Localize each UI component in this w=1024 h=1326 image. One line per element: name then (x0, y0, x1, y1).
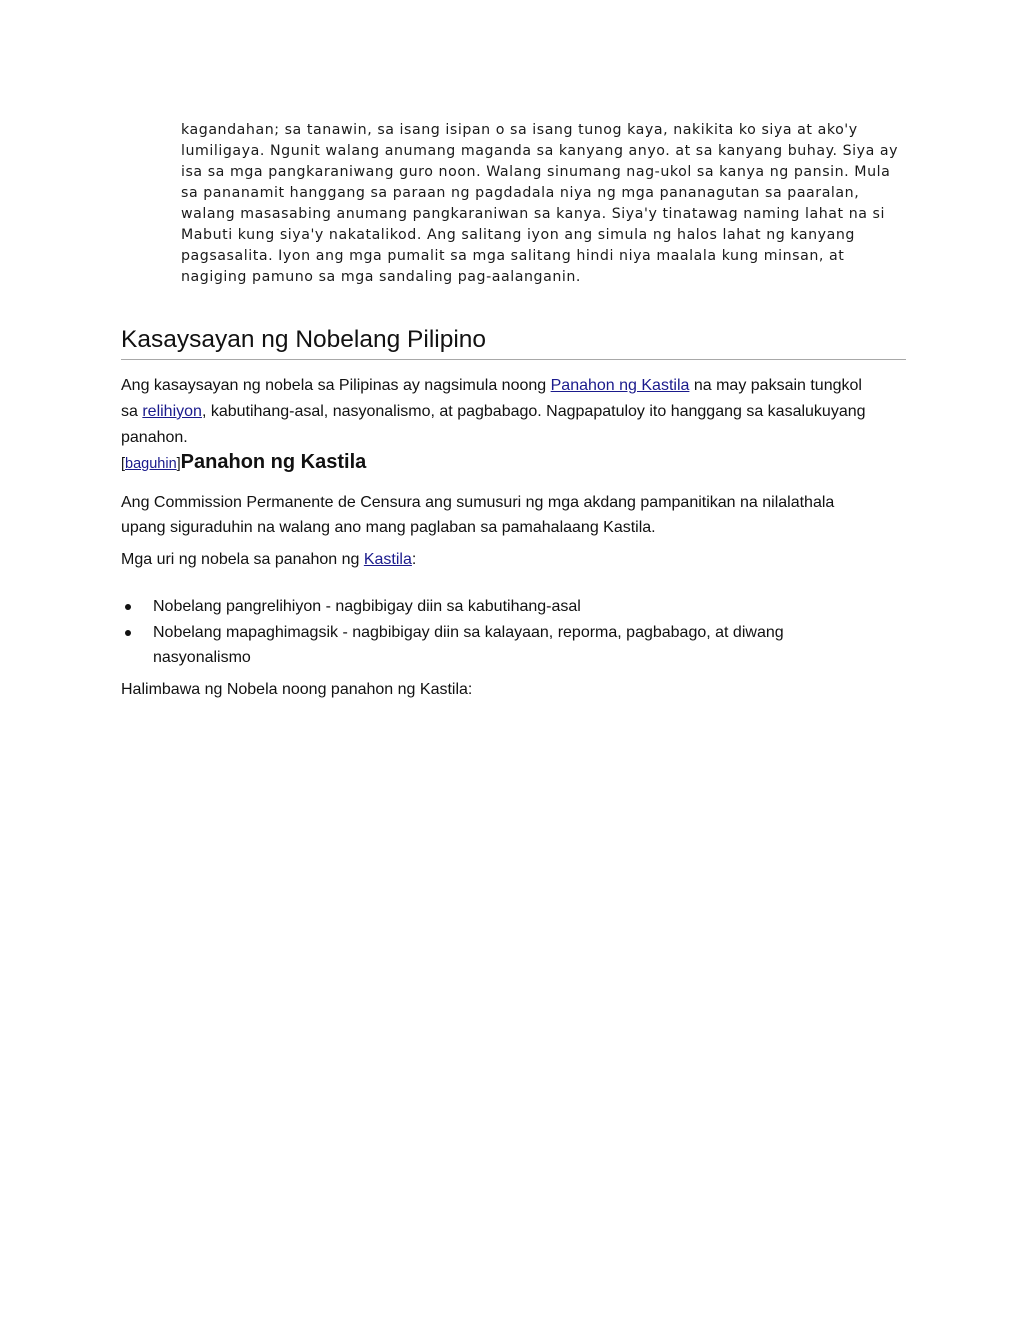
bullet-icon (125, 630, 131, 636)
subsection-heading (121, 451, 366, 474)
edit-bracket-open: [ (121, 456, 126, 472)
subsection-title: Panahon ng Kastila (180, 451, 367, 473)
list-item-text: Nobelang mapaghimagsik - nagbibigay diin sa kalayaan, reporma, pagbabago, at diwang (153, 624, 784, 641)
novel-types-text: Mga uri ng nobela sa panahon ng (121, 551, 364, 568)
intro-text: Ang kasaysayan ng nobela sa Pilipinas ay nagsimula noong (121, 377, 551, 394)
examples-heading: Halimbawa ng Nobela noong panahon ng Kastila: (121, 681, 473, 698)
list-item (121, 594, 911, 619)
intro-line-2 (121, 399, 911, 425)
indented-quote-block (181, 120, 906, 288)
quote-line: nagiging pamuno sa mga sandaling pag-aalanganin. (181, 269, 581, 285)
intro-text: sa (121, 403, 143, 420)
quote-line: sa pananamit hanggang sa paraan ng pagdadala niya ng mga pananagutan sa paaralan, (181, 185, 860, 201)
censura-line-2: upang siguraduhin na walang ano mang paglaban sa pamahalaang Kastila. (121, 519, 656, 536)
censura-line-1: Ang Commission Permanente de Censura ang sumusuri ng mga akdang pampanitikan na nilalathala (121, 494, 835, 511)
intro-text: , kabutihang-asal, nasyonalismo, at pagbabago. Nagpapatuloy ito hanggang sa kasalukuyang (201, 403, 866, 420)
quote-line: Mabuti kung siya'y nakatalikod. Ang salitang iyon ang simula ng halos lahat ng kanyang (181, 227, 855, 243)
quote-line: walang masasabing anumang pangkaraniwan sa kanya. Siya'y tinatawag naming lahat na si (181, 206, 885, 222)
quote-line: lumiligaya. Ngunit walang anumang maganda sa kanyang anyo. at sa kanyang buhay. Siya ay (181, 143, 899, 159)
list-item (121, 620, 911, 670)
list-item-text: nasyonalismo (153, 649, 251, 666)
intro-line-3: panahon. (121, 429, 188, 446)
edit-bracket-close: ] (176, 456, 181, 472)
intro-text: na may paksain tungkol (689, 377, 862, 394)
section-heading: Kasaysayan ng Nobelang Pilipino (121, 323, 906, 360)
kastila-link[interactable]: Kastila (363, 551, 412, 568)
edit-section-link[interactable]: baguhin (125, 456, 177, 472)
panahon-ng-kastila-link[interactable]: Panahon ng Kastila (550, 377, 690, 394)
intro-line-1 (121, 373, 911, 399)
bullet-icon (125, 604, 131, 610)
censura-paragraph (121, 490, 911, 540)
novel-types-intro (121, 547, 911, 573)
quote-line: kagandahan; sa tanawin, sa isang isipan o sa isang tunog kaya, nakikita ko siya at ako'y (181, 122, 858, 138)
quote-line: pagsasalita. Iyon ang mga pumalit sa mga salitang hindi niya maalala kung minsan, at (181, 248, 845, 264)
novel-types-colon: : (411, 551, 417, 568)
relihiyon-link[interactable]: relihiyon (142, 403, 202, 420)
quote-line: isa sa mga pangkaraniwang guro noon. Walang sinumang nag-ukol sa kanya ng pansin. Mula (181, 164, 891, 180)
novel-types-list (121, 594, 911, 671)
list-item-text: Nobelang pangrelihiyon - nagbibigay diin sa kabutihang-asal (153, 598, 581, 615)
intro-paragraph (121, 373, 911, 451)
